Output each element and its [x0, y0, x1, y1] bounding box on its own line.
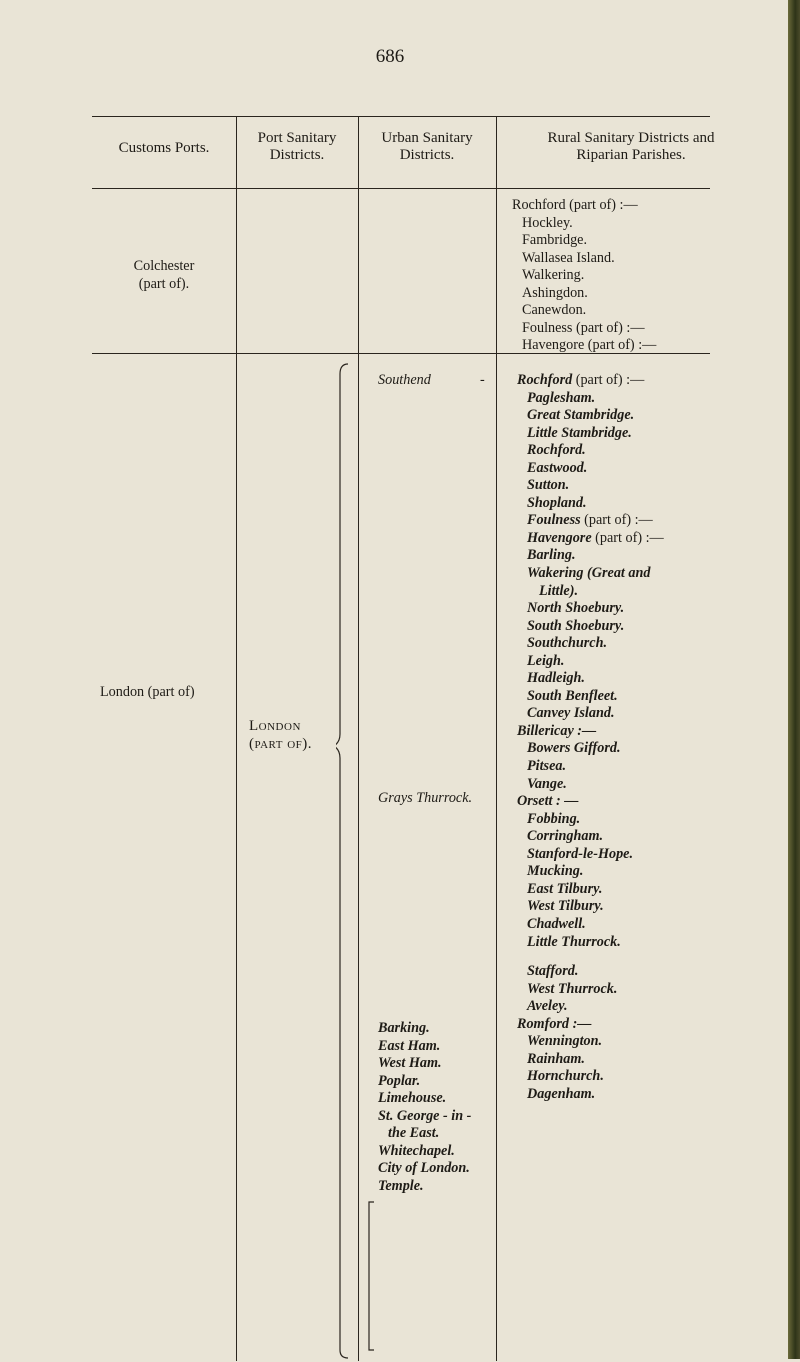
- brace-urban-list: [366, 1200, 376, 1360]
- urban-london-list: Barking. East Ham. West Ham. Poplar. Limehouse. St. George - in - the East. Whitechapel. City of London. Temple.: [378, 1020, 472, 1194]
- header-rural-sanitary: Rural Sanitary Districts and Riparian Parishes.: [547, 130, 715, 163]
- urban-southend: Southend: [378, 372, 431, 388]
- london-port-sanitary: London (part of).: [249, 718, 312, 752]
- col-rule-2: [358, 116, 359, 1361]
- london-customs: London (part of): [100, 684, 195, 700]
- brace-port-column: [336, 362, 350, 1362]
- header-top-rule: [92, 116, 710, 117]
- rural-london-list: Rochford (part of) :— Paglesham. Great Stambridge. Little Stambridge. Rochford. Eastwood. Sutton. Shopland. Foulness (part of) :— Havengore (part of) :— Barling. Wakering (Great and Little). North Shoebury. South Shoebury. Southchurch. Leigh. Hadleigh. South Benfleet. Canvey Island. Billericay :— Bowers Gifford. Pitsea. Vange. Orsett : — Fobbing. Corringham. Stanford-le-Hope. Mucking. East Tilbury. West Tilbury. Chadwell. Little Thurrock. Stafford. West Thurrock. Aveley. Romford :— Wennington. Rainham. Hornchurch. Dagenham.: [517, 372, 664, 1102]
- page-number: 686: [375, 46, 405, 67]
- col-rule-3: [496, 116, 497, 1361]
- header-urban-sanitary: Urban Sanitary Districts.: [381, 130, 473, 163]
- col-rule-1: [236, 116, 237, 1361]
- colchester-customs: Colchester (part of).: [133, 258, 195, 292]
- header-bottom-rule: [92, 188, 710, 189]
- urban-dash: -: [480, 372, 485, 388]
- page-edge: [788, 0, 800, 1359]
- colchester-rural-list: Rochford (part of) :— Hockley. Fambridge. Wallasea Island. Walkering. Ashingdon. Canewdon. Foulness (part of) :— Havengore (part of) :—: [512, 197, 657, 354]
- header-port-sanitary: Port Sanitary Districts.: [257, 130, 337, 163]
- urban-grays-thurrock: Grays Thurrock.: [378, 790, 473, 806]
- header-customs-ports: Customs Ports.: [118, 140, 210, 156]
